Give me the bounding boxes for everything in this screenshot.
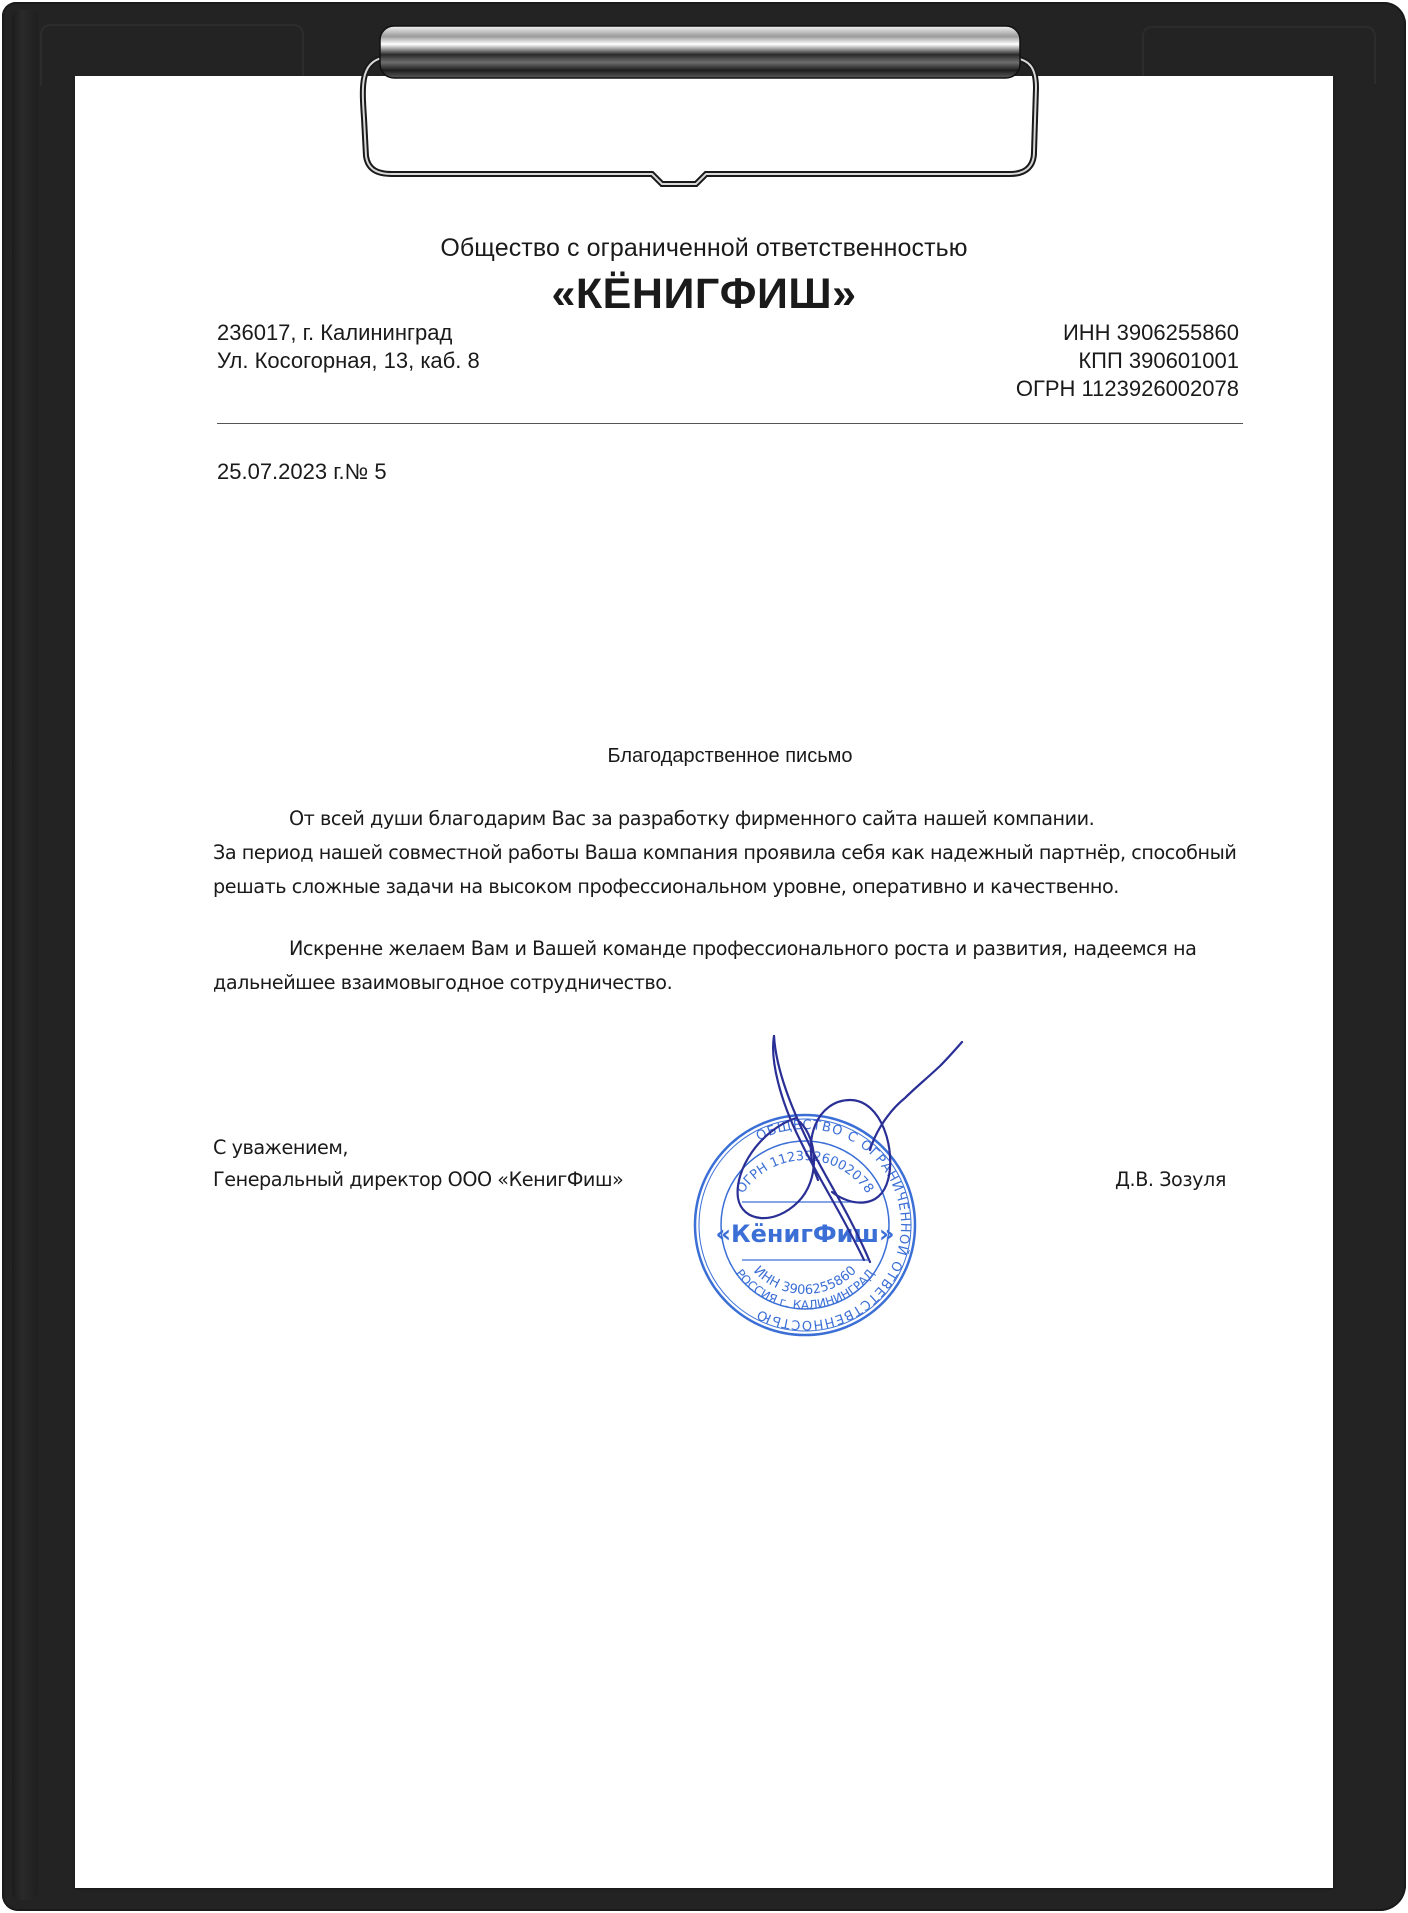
letter-title: Благодарственное письмо xyxy=(607,745,853,767)
clip-bar xyxy=(380,26,1020,78)
letterhead-org-type: Общество с ограниченной ответственностью xyxy=(440,234,968,262)
body-paragraph-2-line: Искренне желаем Вам и Вашей команде профессионального роста и развития, надеемся на xyxy=(289,937,1197,960)
body-paragraph-2-line: дальнейшее взаимовыгодное сотрудничество. xyxy=(213,971,673,994)
stamp-bottom-text: РОССИЯ г. КАЛИНИНГРАД xyxy=(732,1266,878,1313)
stamp-outer-text: ОБЩЕСТВО С ОГРАНИЧЕННОЙ ОТВЕТСТВЕННОСТЬЮ xyxy=(753,1117,913,1333)
clipboard-clip xyxy=(350,18,1070,188)
signer-name: Д.В. Зозуля xyxy=(1115,1168,1226,1191)
body-paragraph-1-line: От всей души благодарим Вас за разработку фирменного сайта нашей компании. xyxy=(289,807,1095,830)
kpp-value: КПП 390601001 xyxy=(1078,348,1239,373)
document-date-number: 25.07.2023 г.№ 5 xyxy=(217,459,387,484)
address-line-1: 236017, г. Калининград xyxy=(217,320,453,345)
ogrn-value: ОГРН 1123926002078 xyxy=(1015,376,1239,401)
inn-value: ИНН 3906255860 xyxy=(1062,320,1239,345)
closing-position: Генеральный директор ООО «КенигФиш» xyxy=(213,1168,624,1191)
body-paragraph-1-line: За период нашей совместной работы Ваша компания проявила себя как надежный партнёр, способный xyxy=(213,841,1237,864)
closing-regards: С уважением, xyxy=(213,1136,349,1159)
header-divider xyxy=(217,423,1243,424)
stamp-ogrn-text: ОГРН 1123926002078 xyxy=(733,1149,877,1197)
body-paragraph-1-line: решать сложные задачи на высоком профессиональном уровне, оперативно и качественно. xyxy=(213,875,1119,898)
stamp-inn-text: ИНН 3906255860 xyxy=(750,1263,860,1299)
address-line-2: Ул. Косогорная, 13, каб. 8 xyxy=(217,348,480,373)
stamp-center-text: «КёнигФиш» xyxy=(715,1220,895,1248)
handwritten-signature xyxy=(700,1030,1000,1270)
letterhead-org-name: «КЁНИГФИШ» xyxy=(551,270,857,318)
